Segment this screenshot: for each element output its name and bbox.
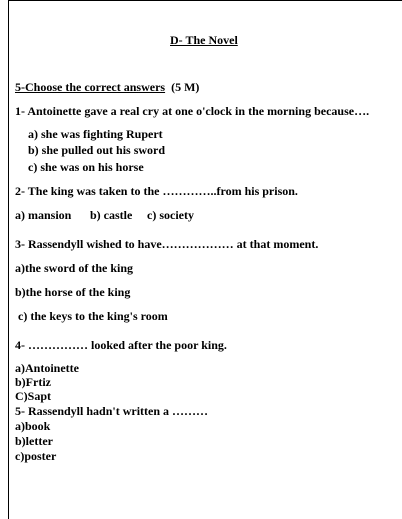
section-marks: (5 M) <box>171 80 200 94</box>
q3-option-b: b)the horse of the king <box>15 285 131 299</box>
q5-option-c: c)poster <box>15 449 57 463</box>
q3-option-c: c) the keys to the king's room <box>18 309 168 323</box>
q1-option-b: b) she pulled out his sword <box>28 143 166 157</box>
q3-option-a: a)the sword of the king <box>15 261 134 275</box>
q4-option-a: a)Antoinette <box>15 361 79 375</box>
q2-option-c: c) society <box>147 208 194 222</box>
question-3: 3- Rassendyll wished to have……………… at that moment. <box>15 237 319 251</box>
page-title: D- The Novel <box>170 33 238 47</box>
q4-option-c: C)Sapt <box>15 389 52 403</box>
page-border-left <box>8 0 9 519</box>
question-1: 1- Antoinette gave a real cry at one o'clock in the morning because…. <box>15 104 370 118</box>
q5-option-a: a)book <box>15 419 51 433</box>
question-5: 5- Rassendyll hadn't written a ……… <box>15 404 209 418</box>
page-border-top <box>8 0 402 1</box>
q1-option-a: a) she was fighting Rupert <box>28 127 163 141</box>
question-2: 2- The king was taken to the …………..from his prison. <box>15 184 298 198</box>
q2-option-a: a) mansion <box>15 208 72 222</box>
section-heading: 5-Choose the correct answers <box>15 80 166 94</box>
question-4: 4- …………… looked after the poor king. <box>15 338 227 352</box>
q1-option-c: c) she was on his horse <box>28 160 144 174</box>
q2-option-b: b) castle <box>90 208 133 222</box>
q4-option-b: b)Frtiz <box>15 375 51 389</box>
section-header <box>15 80 199 94</box>
q5-option-b: b)letter <box>15 434 53 448</box>
